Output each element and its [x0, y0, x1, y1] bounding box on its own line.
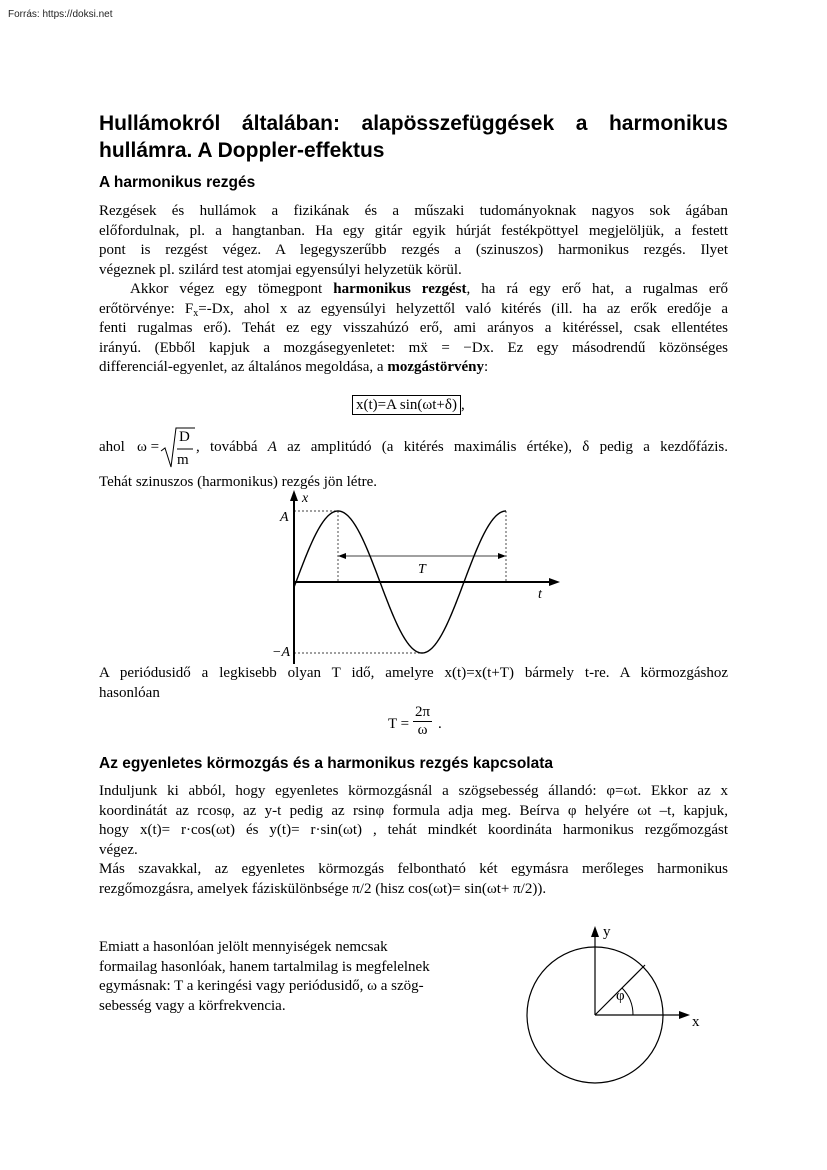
text-line: Induljunk ki abból, hogy egyenletes körmozgásnál a szögsebesség állandó: φ=ωt. Ekkor az x: [99, 783, 728, 799]
text-line: A periódusidő a legkisebb olyan T idő, amelyre x(t)=x(t+T) bármely t-re. A körmozgáshoz: [99, 665, 728, 681]
t-axis-label: t: [538, 587, 542, 602]
text-line: végez.: [99, 841, 138, 858]
harmonic-oscillation-graph: [270, 488, 570, 668]
fraction-numerator: D: [179, 429, 190, 445]
text-line: Más szavakkal, az egyenletes körmozgás felbontható két egymásra merőleges harmonikus: [99, 861, 728, 877]
x-axis-arrow-icon: [290, 490, 298, 501]
paragraph-analogy: [99, 938, 469, 1016]
title-line-2: hullámra. A Doppler-effektus: [99, 139, 385, 162]
paragraph-period: [99, 664, 728, 703]
y-axis-label: y: [603, 924, 611, 940]
source-note: Forrás: https://doksi.net: [8, 9, 113, 20]
period-denominator: ω: [417, 722, 428, 738]
omega-equation: ω =: [137, 439, 160, 455]
page-title: [99, 110, 728, 164]
text-line: irányú. (Ebből kapjuk a mozgásegyenletet: mẍ = −Dx. Ez egy másodrendű közönséges: [99, 339, 728, 356]
period-arrow-left-icon: [338, 553, 346, 559]
period-formula: T = $\frac{2\pi}{\omega}$ .: [388, 704, 442, 738]
text-line: rezgőmozgásra, amelyek fáziskülönbsége π/2 (hisz cos(ωt)= sin(ωt+ π/2)).: [99, 880, 547, 897]
period-label: T: [418, 562, 426, 577]
paragraph-intro: [99, 202, 728, 280]
text-line: Rezgések és hullámok a fizikának és a műszaki tudományoknak nagyos sok ágában: [99, 203, 728, 219]
fraction-denominator: m: [177, 452, 189, 468]
x-axis-label: x: [692, 1014, 700, 1030]
omega-definition-line: ahol ω = D m , továbbá A az amplitúdó (a kitérés maximális értéke), δ pedig a kezdőfázis.: [99, 425, 728, 471]
text-line: egymásnak: T a keringési vagy periódusidő, ω a szög-: [99, 978, 424, 994]
x-axis-arrow-icon: [679, 1011, 690, 1019]
circular-motion-diagram: [510, 920, 710, 1100]
period-numerator: 2π: [415, 704, 431, 720]
text-line: koordinátát az rcosφ, az y-t pedig az rsinφ formula adja meg. Beírva φ helyére ωt –t, kapjuk,: [99, 802, 728, 819]
period-arrow-right-icon: [498, 553, 506, 559]
negative-amplitude-label: −A: [272, 645, 290, 660]
text-line: differenciál-egyenlet, az általános megoldása, a mozgástörvény:: [99, 359, 489, 375]
motion-law-formula: x(t)=A sin(ωt+δ) ,: [352, 396, 465, 415]
text-line: fenti rugalmas erő). Tehát ez egy visszahúzó erő, ami arányos a kitéréssel, csak ellentétes: [99, 320, 728, 336]
title-line-1: Hullámokról általában: alapösszefüggések a harmonikus: [99, 112, 728, 135]
text-line: hasonlóan: [99, 684, 160, 701]
amplitude-label: A: [280, 510, 289, 525]
t-axis-arrow-icon: [549, 578, 560, 586]
paragraph-circular-motion: [99, 782, 728, 899]
section-heading-circular-motion: Az egyenletes körmozgás és a harmonikus rezgés kapcsolata: [99, 755, 553, 772]
text-line: formailag hasonlóak, hanem tartalmilag is megfelelnek: [99, 958, 430, 975]
omega-description: , továbbá A az amplitúdó (a kitérés maximális értéke), δ pedig a kezdőfázis.: [196, 439, 728, 455]
paragraph-force-law: [99, 280, 728, 378]
text-line: hogy x(t)= r·cos(ωt) és y(t)= r·sin(ωt) , tehát mindkét koordináta harmonikus rezgőmozgást: [99, 822, 728, 838]
section-heading-harmonic-oscillation: A harmonikus rezgés: [99, 174, 256, 191]
text-line: erőtörvénye: $F_x=-Dx$, ahol x az egyensúlyi helyzettől való kitérés (ill. ha az erők eredője a: [99, 300, 729, 319]
text-line: Emiatt a hasonlóan jelölt mennyiségek nemcsak: [99, 939, 388, 955]
text-line: sebesség vagy a körfrekvencia.: [99, 997, 286, 1014]
text-line: pont is rezgést végez. A legegyszerűbb rezgés a (szinuszos) harmonikus rezgés. Ilyet: [99, 242, 728, 258]
text-line: előfordulnak, pl. a hangtanban. Ha egy gitár egyik húrját festékpöttyel megjelöljük, a festett: [99, 222, 728, 239]
text-line: végeznek pl. szilárd test atomjai egyensúlyi helyzetük körül.: [99, 261, 462, 278]
x-axis-label: x: [302, 491, 309, 506]
equation-of-motion: mẍ = −Dx: [408, 339, 491, 356]
text-line: Akkor végez egy tömegpont harmonikus rezgést, ha rá egy erő hat, a rugalmas erő: [130, 281, 728, 297]
paragraph-sinusoidal: Tehát szinuszos (harmonikus) rezgés jön létre.: [99, 474, 378, 490]
phi-angle-label: φ: [616, 988, 625, 1004]
y-axis-arrow-icon: [591, 926, 599, 937]
